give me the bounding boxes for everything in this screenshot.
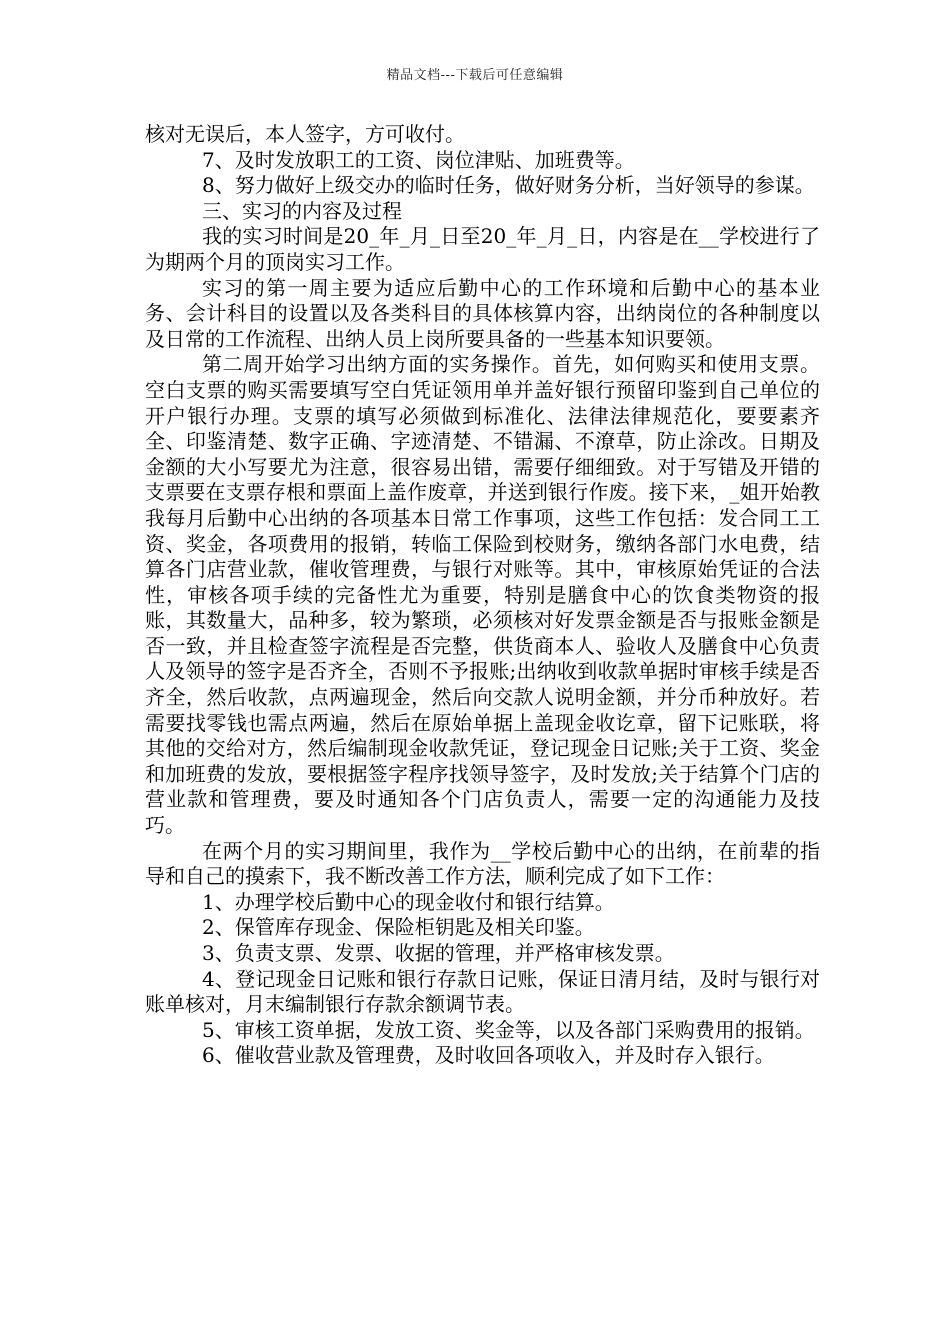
- list-item: 6、催收营业款及管理费，及时收回各项收入，并及时存入银行。: [202, 1043, 775, 1068]
- paragraph: 8、努力做好上级交办的临时任务，做好财务分析，当好领导的参谋。: [202, 173, 815, 198]
- paragraph: 我的实习时间是20_年_月_日至20_年_月_日，内容是在__学校进行了为期两个月的顶岗实习工作。: [145, 224, 820, 274]
- list-item: 2、保管库存现金、保险柜钥匙及相关印鉴。: [202, 915, 595, 940]
- section-heading: 三、实习的内容及过程: [202, 198, 402, 223]
- paragraph: 第二周开始学习出纳方面的实务操作。首先，如何购买和使用支票。空白支票的购买需要填写空白凭证领用单并盖好银行预留印鉴到自己单位的开户银行办理。支票的填写必须做到标准化、法律法律规范化，要要素齐全、印鉴清楚、数字正确、字迹清楚、不错漏、不潦草，防止涂改。日期及金额的大小写要尤为注意，很容易出错，需要仔细细致。对于写错及开错的支票要在支票存根和票面上盖作废章，并送到银行作废。接下来，_姐开始教我每月后勤中心出纳的各项基本日常工作事项，这些工作包括：发合同工工资、奖金，各项费用的报销，转临工保险到校财务，缴纳各部门水电费，结算各门店营业款，催收管理费，与银行对账等。其中，审核原始凭证的合法性，审核各项手续的完备性尤为重要，特别是膳食中心的饮食类物资的报账，其数量大，品种多，较为繁琐，必须核对好发票金额是否与报账金额是否一致，并且检查签字流程是否完整，供货商本人、验收人及膳食中心负责人及领导的签字是否齐全，否则不予报账;出纳收到收款单据时审核手续是否齐全，然后收款，点两遍现金，然后向交款人说明金额，并分币种放好。若需要找零钱也需点两遍，然后在原始单据上盖现金收讫章，留下记账联，将其他的交给对方，然后编制现金收款凭证，登记现金日记账;关于工资、奖金和加班费的发放，要根据签字程序找领导签字，及时发放;关于结算个门店的营业款和管理费，要及时通知各个门店负责人，需要一定的沟通能力及技巧。: [145, 352, 820, 838]
- list-item: 3、负责支票、发票、收据的管理，并严格审核发票。: [202, 941, 675, 965]
- paragraph: 在两个月的实习期间里，我作为__学校后勤中心的出纳，在前辈的指导和自己的摸索下，我不断改善工作方法，顺利完成了如下工作：: [145, 838, 820, 889]
- page-header: 精品文档---下载后可任意编辑: [386, 68, 564, 83]
- document-body: [145, 122, 820, 1069]
- list-item: 5、审核工资单据，发放工资、奖金等，以及各部门采购费用的报销。: [202, 1017, 815, 1042]
- paragraph: 实习的第一周主要为适应后勤中心的工作环境和后勤中心的基本业务、会计科目的设置以及各类科目的具体核算内容，出纳岗位的各种制度以及日常的工作流程、出纳人员上岗所要具备的一些基本知识要领。: [145, 275, 820, 351]
- paragraph: 7、及时发放职工的工资、岗位津贴、加班费等。: [202, 147, 635, 172]
- paragraph: 核对无误后，本人签字，方可收付。: [145, 122, 465, 146]
- list-item: 4、登记现金日记账和银行存款日记账，保证日清月结，及时与银行对账单核对，月末编制银行存款余额调节表。: [145, 966, 820, 1017]
- list-item: 1、办理学校后勤中心的现金收付和银行结算。: [202, 889, 615, 914]
